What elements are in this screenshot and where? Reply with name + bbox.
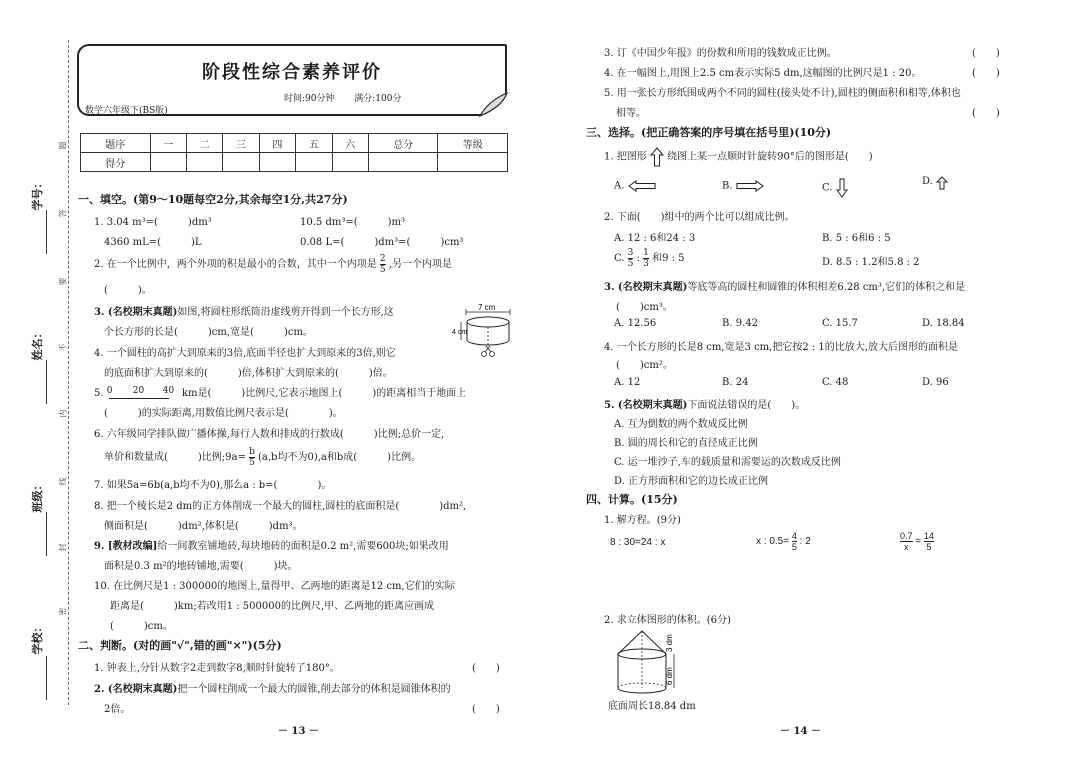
answer-paren[interactable]: ( ) — [972, 68, 1000, 79]
score-table-score-row — [81, 153, 508, 172]
choice-2-option-c[interactable] — [614, 248, 685, 269]
fraction-num: 2 — [379, 254, 386, 264]
down-arrow-icon — [836, 178, 848, 198]
choice-3-tag: 3. (名校期末真题) — [604, 282, 688, 293]
fraction — [924, 531, 934, 552]
section-choice: 三、选择。(把正确答案的序号填在括号里)(10分) — [586, 126, 832, 139]
question-5-line2: ( )的实际距离,用数值比例尺表示是( )。 — [104, 408, 343, 419]
fraction-num: 14 — [923, 531, 934, 541]
answer-paren[interactable]: ( ) — [472, 663, 500, 674]
score-header: 四 — [259, 134, 295, 153]
choice-5-tag: 5. (名校期末真题) — [604, 400, 688, 411]
binding-margin — [28, 40, 72, 705]
fraction — [628, 248, 634, 269]
question-2-text-end: ,另一个内项是 — [388, 259, 453, 270]
choice-3-option-b[interactable]: B. 9.42 — [722, 318, 758, 329]
score-header: 二 — [186, 134, 222, 153]
fraction-num: 3 — [627, 248, 634, 258]
name-blank[interactable] — [46, 360, 47, 404]
fraction-num: 1 — [643, 248, 649, 258]
question-6-text: 单价和数量成( )比例;9a= — [104, 452, 246, 463]
question-2-answer: ( )。 — [104, 285, 152, 296]
question-1a: 1. 3.04 m³=( )dm³ — [94, 217, 212, 228]
scale-unit: km — [181, 388, 198, 399]
choice-4-option-a[interactable]: A. 12 — [614, 377, 641, 388]
cone-height-label: 3 dm — [665, 634, 674, 652]
choice-2: 2. 下面( )组中的两个比可以组成比例。 — [604, 212, 795, 223]
choice-3-option-c[interactable]: C. 15.7 — [822, 318, 858, 329]
question-6-text-end: (a,b均不为0),a和b成( )比例。 — [258, 452, 422, 463]
tube-height-label: 4 cm — [452, 329, 468, 336]
left-arrow-icon — [628, 180, 656, 192]
option-letter: A. — [614, 180, 625, 192]
question-8: 8. 把一个棱长是2 dm的正方体削成一个最大的圆柱,圆柱的底面积是( )dm², — [94, 501, 467, 512]
exam-full-marks: 满分:100分 — [354, 94, 402, 104]
judge-4: 4. 在一幅图上,用图上2.5 cm表示实际5 dm,这幅图的比例尺是1 : 20。 — [604, 68, 922, 79]
seal-mark: 线 — [58, 477, 68, 486]
choice-4: 4. 一个长方形的长是8 cm,宽是3 cm,把它按2 : 1的比放大,放大后图形的面积是 — [604, 342, 958, 353]
page-title: 阶段性综合素养评价 — [202, 62, 382, 83]
question-9-text: 给一间教室铺地砖,每块地砖的面积是0.2 m²,需要600块;如果改用 — [157, 541, 449, 552]
fraction-den: 5 — [379, 265, 386, 275]
score-cell[interactable] — [332, 153, 368, 172]
question-7: 7. 如果5a=6b(a,b均不为0),那么a : b=( )。 — [94, 480, 332, 491]
question-4-line2: 的底面积扩大到原来的( )倍,体积扩大到原来的( )倍。 — [104, 368, 393, 379]
score-cell[interactable] — [296, 153, 332, 172]
answer-paren[interactable]: ( ) — [972, 48, 1000, 59]
ratio-colon: : — [636, 253, 640, 264]
choice-3-text: 等底等高的圆柱和圆锥的体积相差6.28 cm³,它们的体积之和是 — [687, 282, 966, 293]
question-4: 4. 一个圆柱的高扩大到原来的3倍,底面半径也扩大到原来的3倍,则它 — [94, 348, 396, 359]
option-letter: B. — [722, 180, 733, 192]
choice-3-option-a[interactable]: A. 12.56 — [614, 318, 657, 329]
question-6-line2 — [104, 447, 421, 468]
option-letter: D. — [922, 176, 933, 187]
question-6: 6. 六年级同学排队做广播体操,每行人数和排成的行数成( )比例;总价一定, — [94, 429, 445, 440]
score-header: 总分 — [368, 134, 438, 153]
fraction-num: 0.7 — [900, 531, 913, 541]
question-1b: 10.5 dm³=( )m³ — [300, 217, 406, 228]
fraction-num: 4 — [791, 531, 797, 541]
seal-mark: 密 — [58, 607, 68, 616]
equation-2 — [756, 531, 811, 552]
choice-5-option-d[interactable]: D. 正方形面积和它的边长成正比例 — [614, 476, 769, 487]
fraction — [249, 447, 255, 468]
seal-mark: 题 — [58, 141, 68, 150]
scale-bar — [106, 385, 179, 400]
equation-1: 8 : 30=24 : x — [610, 537, 666, 548]
score-header: 题序 — [81, 134, 151, 153]
question-1c: 4360 mL=( )L — [104, 237, 202, 248]
section-judgement: 二、判断。(对的画"√",错的画"×")(5分) — [78, 639, 282, 652]
fraction-den: 5 — [791, 542, 797, 552]
choice-5 — [604, 396, 805, 411]
choice-5-option-b[interactable]: B. 圆的周长和它的直径成正比例 — [614, 438, 758, 449]
question-10-line3: ( )cm。 — [110, 621, 173, 632]
judge-3: 3. 订《中国少年报》的份数和所用的钱数成正比例。 — [604, 48, 837, 59]
question-3-text: 如图,将圆柱形纸筒沿虚线剪开得到一个长方形,这 — [177, 307, 394, 318]
scale-tick-label: 40 — [162, 385, 175, 396]
seal-mark: 封 — [58, 543, 68, 552]
choice-1-option-a[interactable] — [614, 180, 656, 192]
choice-3-line2: ( )cm³。 — [616, 302, 673, 313]
fraction-num: b — [249, 447, 255, 457]
choice-4-option-b[interactable]: B. 24 — [722, 377, 749, 388]
score-row-label: 得分 — [81, 153, 151, 172]
page-number: － 14 － — [780, 726, 821, 737]
option-text: 和9 : 5 — [652, 253, 685, 264]
choice-1-option-c[interactable] — [822, 178, 848, 198]
student-id-label: 学号： — [31, 177, 44, 211]
fraction — [900, 531, 913, 552]
equation-3 — [900, 531, 934, 552]
choice-1-option-d[interactable] — [922, 176, 948, 190]
section-calculation: 四、计算。(15分) — [586, 493, 678, 506]
section-fill-blank: 一、填空。(第9～10题每空2分,其余每空1分,共27分) — [78, 193, 348, 206]
question-9-line2: 面积是0.3 m²的地砖铺地,需要( )块。 — [104, 561, 298, 572]
question-10-line2: 距离是( )km;若改用1 : 500000的比例尺,甲、乙两地的距离应画成 — [110, 601, 435, 612]
cylinder-height-label: 6 dm — [665, 667, 674, 685]
small-up-arrow-icon — [936, 176, 948, 190]
class-blank[interactable] — [46, 512, 47, 556]
student-id-blank[interactable] — [46, 210, 47, 254]
grade-label: 数学六年级下(BS版) — [85, 106, 168, 116]
fraction — [380, 254, 386, 275]
score-cell[interactable] — [223, 153, 259, 172]
choice-1-option-b[interactable] — [722, 180, 764, 192]
choice-2-option-b[interactable]: B. 5 : 6和6 : 5 — [822, 233, 891, 244]
choice-5-option-a[interactable]: A. 互为倒数的两个数成反比例 — [614, 419, 748, 430]
score-header: 六 — [332, 134, 368, 153]
page-curl-icon — [478, 91, 508, 117]
calc-2-title: 2. 求立体图形的体积。(6分) — [604, 615, 731, 626]
choice-3 — [604, 278, 965, 293]
name-label: 姓名： — [31, 327, 44, 361]
title-box — [77, 44, 507, 116]
score-table — [80, 133, 508, 172]
fraction-den: 5 — [249, 458, 255, 468]
question-1d: 0.08 L=( )dm³=( )cm³ — [300, 237, 464, 248]
judge-2-line2: 2倍。 — [104, 704, 131, 715]
choice-1-text: 1. 把图形 — [604, 151, 647, 163]
seal-mark: 不 — [58, 343, 68, 352]
fraction-den: 5 — [627, 259, 634, 269]
question-2 — [94, 254, 452, 275]
question-5 — [94, 384, 466, 400]
choice-2-option-d[interactable]: D. 8.5 : 1.2和5.8 : 2 — [822, 257, 920, 268]
judge-2-text: 把一个圆柱削成一个最大的圆锥,削去部分的体积是圆锥体积的 — [177, 684, 451, 695]
question-5-number: 5. — [94, 388, 104, 399]
choice-3-option-d[interactable]: D. 18.84 — [922, 318, 965, 329]
answer-paren[interactable]: ( ) — [972, 108, 1000, 119]
judge-2-tag: 2. (名校期末真题) — [94, 684, 178, 695]
fraction-den: 3 — [643, 259, 649, 269]
figure-caption: 底面周长18.84 dm — [608, 701, 696, 712]
choice-4-option-d[interactable]: D. 96 — [922, 377, 949, 388]
school-label: 学校： — [31, 621, 44, 655]
question-3 — [94, 303, 394, 318]
question-9-tag: 9. [教材改编] — [94, 541, 158, 552]
score-cell[interactable] — [150, 153, 186, 172]
choice-2-option-a[interactable]: A. 12 : 6和24 : 3 — [614, 233, 696, 244]
exam-meta — [284, 91, 401, 104]
question-3-line2: 个长方形的长是( )cm,宽是( )cm。 — [104, 327, 313, 338]
choice-5-option-c[interactable]: C. 运一堆沙子,车的载质量和需要运的次数成反比例 — [614, 457, 841, 468]
option-letter: C. — [822, 182, 833, 194]
score-cell[interactable] — [186, 153, 222, 172]
scale-tick-label: 0 — [106, 385, 113, 396]
score-cell[interactable] — [438, 153, 508, 172]
fraction-den: x — [904, 542, 909, 552]
equation-2-text: x : 0.5= — [756, 536, 790, 548]
school-blank[interactable] — [46, 656, 47, 700]
choice-1 — [604, 147, 873, 167]
fraction — [643, 248, 649, 269]
seal-mark: 内 — [58, 409, 68, 418]
right-arrow-icon — [736, 180, 764, 192]
cone-cylinder-figure — [612, 628, 682, 698]
choice-4-line2: ( )cm²。 — [616, 360, 673, 371]
judge-1: 1. 钟表上,分针从数字2走到数字8,顺时针旋转了180°。 — [94, 663, 340, 674]
fraction — [792, 531, 797, 552]
class-label: 班级： — [31, 479, 44, 513]
cylinder-tube-figure — [452, 302, 514, 358]
fraction-den: 5 — [926, 542, 932, 552]
choice-1-text-end: 绕图上某一点顺时针旋转90°后的图形是( ) — [667, 151, 873, 163]
equals-sign: = — [915, 536, 922, 548]
scissors-icon — [482, 346, 495, 357]
answer-paren[interactable]: ( ) — [472, 704, 500, 715]
judge-5: 5. 用一张长方形纸围成两个不同的圆柱(接头处不计),圆柱的侧面积和相等,体积也 — [604, 88, 961, 99]
page-number: － 13 － — [278, 726, 319, 737]
option-letter: C. — [614, 253, 625, 264]
up-arrow-icon — [650, 147, 664, 167]
question-5-text: 是( )比例尺,它表示地图上( )的距离相当于地面上 — [197, 388, 467, 399]
score-cell[interactable] — [259, 153, 295, 172]
question-8-line2: 侧面积是( )dm²,体积是( )dm³。 — [104, 521, 303, 532]
question-10: 10. 在比例尺是1 : 300000的地图上,量得甲、乙两地的距离是12 cm,它们的实际 — [94, 581, 455, 592]
question-3-tag: 3. (名校期末真题) — [94, 307, 178, 318]
tube-width-label: 7 cm — [478, 303, 496, 312]
exam-time: 时间:90分钟 — [284, 94, 335, 104]
judge-2 — [94, 680, 451, 695]
seal-mark: 答 — [58, 209, 68, 218]
seal-line — [68, 40, 69, 705]
score-table-header-row — [81, 134, 508, 153]
calc-1-title: 1. 解方程。(9分) — [604, 515, 681, 526]
question-9 — [94, 537, 449, 552]
judge-5-line2: 相等。 — [616, 108, 646, 119]
seal-mark: 要 — [58, 277, 68, 286]
question-2-text: 2. 在一个比例中，两个外项的积是最小的合数，其中一个内项是 — [94, 259, 377, 270]
score-header: 等级 — [438, 134, 508, 153]
scale-tick-label: 20 — [132, 385, 145, 396]
score-header: 五 — [296, 134, 332, 153]
score-header: 一 — [150, 134, 186, 153]
choice-5-text: 下面说法错误的是( )。 — [687, 400, 806, 411]
choice-4-option-c[interactable]: C. 48 — [822, 377, 849, 388]
right-page — [540, 0, 1080, 764]
score-cell[interactable] — [368, 153, 438, 172]
equation-2-text-end: : 2 — [799, 536, 811, 548]
score-header: 三 — [223, 134, 259, 153]
